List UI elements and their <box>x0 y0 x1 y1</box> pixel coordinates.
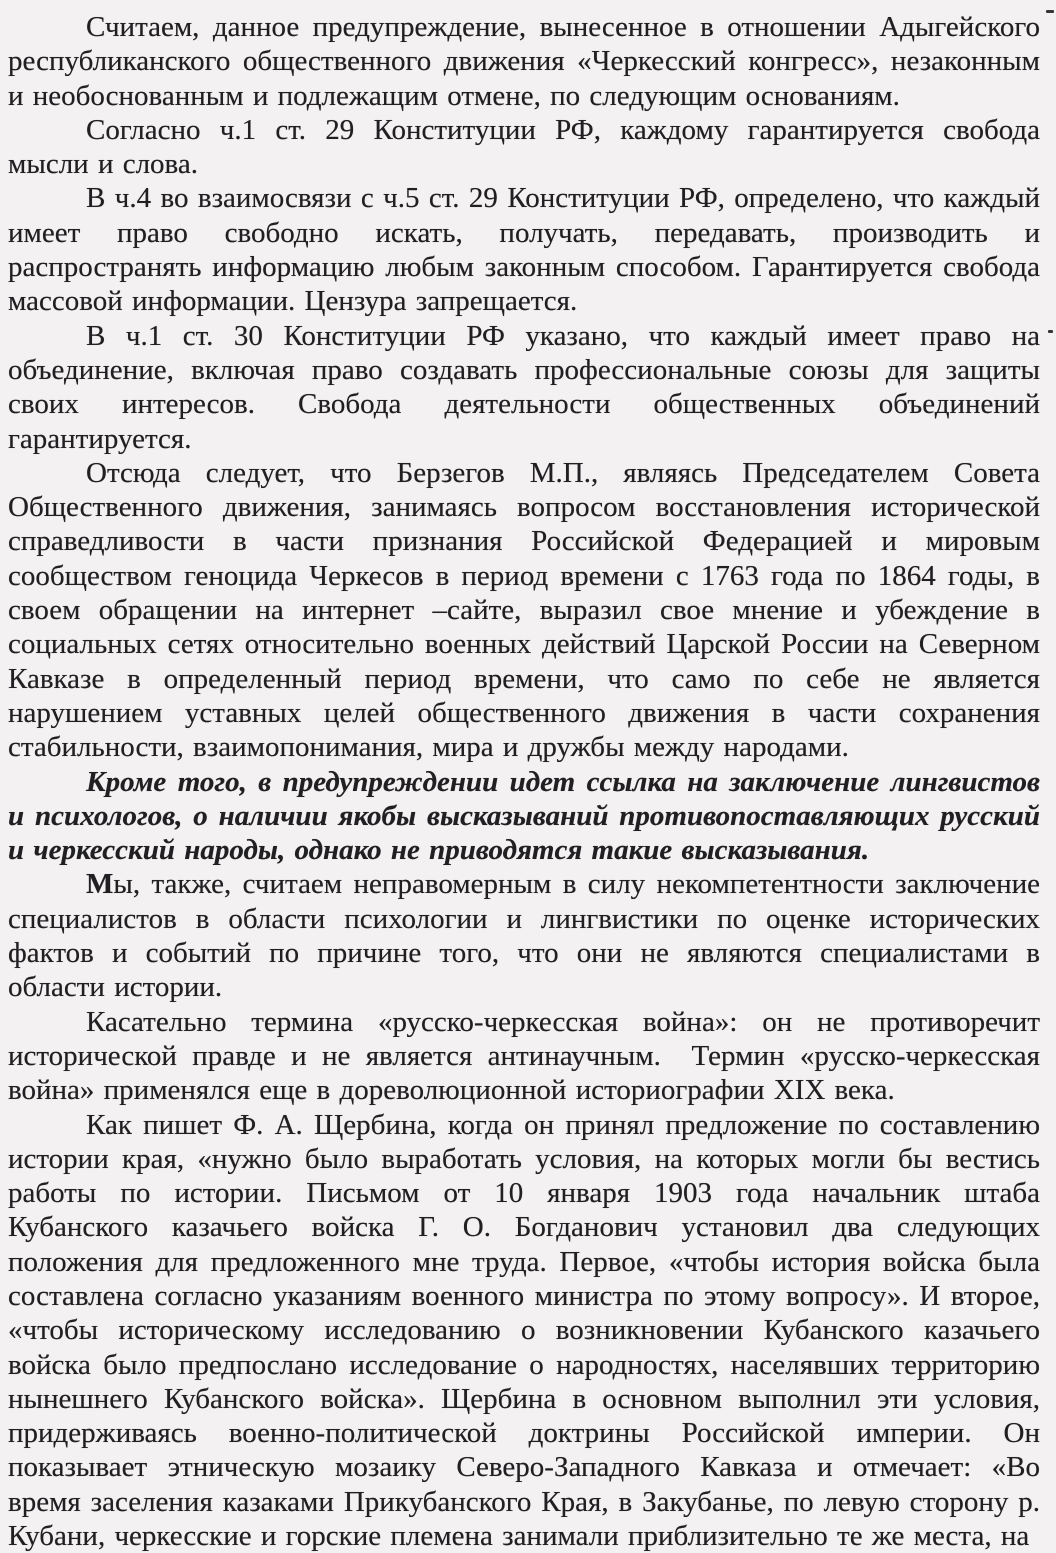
paragraph-berzegov-opinion: Отсюда следует, что Берзегов М.П., являясь Председателем Совета Общественного движения, занимаясь вопросом восстановления исторической справедливости в части признания Российской Федерацией и мировым сообществом геноцида Черкесов в период времени с 1763 года по 1864 годы, в своем обращении на интернет –сайте, выразил свое мнение и убеждение в социальных сетях относительно военных действий Царской России на Северном Кавказе в определенный период времени, что само по себе не является нарушением уставных целей общественного движения в части сохранения стабильности, взаимопонимания, мира и дружбы между народами. <box>8 456 1040 765</box>
paragraph-term-russo-circassian-war: Касательно термина «русско-черкесская война»: он не противоречит исторической правде и не является антинаучным. Термин «русско-черкесская война» применялся еще в дореволюционной историографии XIX века. <box>8 1005 1040 1108</box>
paragraph-lead-letter: М <box>86 868 113 900</box>
paragraph-shcherbina-quote: Как пишет Ф. А. Щербина, когда он принял предложение по составлению истории края, «нужно было выработать условия, на которых могли бы вестись работы по истории. Письмом от 10 января 1903 года начальник штаба Кубанского казачьего войска Г. О. Богданович установил два следующих положения для предложенного мне труда. Первое, «чтобы история войска была составлена согласно указаниям военного министра по этому вопросу». И второе, «чтобы историческому исследованию о возникновении Кубанского казачьего войска было предпослано исследование о народностях, населявших территорию нынешнего Кубанского войска». Щербина в основном выполнил эти условия, придерживаясь военно-политической доктрины Российской империи. Он показывает этническую мозаику Северо-Западного Кавказа и отмечает: «Во время заселения казаками Прикубанского Края, в Закубанье, по левую сторону р. Кубани, черкесские и горские племена занимали приблизительно те же места, на <box>8 1108 1040 1553</box>
scan-artifact-speck <box>1048 330 1053 333</box>
scan-artifact-speck <box>1046 10 1054 13</box>
paragraph-const-art29-p1: Согласно ч.1 ст. 29 Конституции РФ, каждому гарантируется свобода мысли и слова. <box>8 113 1040 182</box>
paragraph-linguists-conclusion: Кроме того, в предупреждении идет ссылка на заключение лингвистов и психологов, о наличии якобы высказываний противопоставляющих русский и черкесский народы, однако не приводятся такие высказывания. <box>8 765 1040 868</box>
paragraph-incompetence-claim <box>8 867 1040 1004</box>
paragraph-const-art29-p4-p5: В ч.4 во взаимосвязи с ч.5 ст. 29 Конституции РФ, определено, что каждый имеет право свободно искать, получать, передавать, производить и распространять информацию любым законным способом. Гарантируется свобода массовой информации. Цензура запрещается. <box>8 181 1040 318</box>
paragraph-const-art30: В ч.1 ст. 30 Конституции РФ указано, что каждый имеет право на объединение, включая право создавать профессиональные союзы для защиты своих интересов. Свобода деятельности общественных объединений гарантируется. <box>8 319 1040 456</box>
paragraph-warning-unlawful: Считаем, данное предупреждение, вынесенное в отношении Адыгейского республиканского общественного движения «Черкесский конгресс», незаконным и необоснованным и подлежащим отмене, по следующим основаниям. <box>8 10 1040 113</box>
paragraph-incompetence-claim-text: ы, также, считаем неправомерным в силу некомпетентности заключение специалистов в области психологии и лингвистики по оценке исторических фактов и событий по причине того, что они не являются специалистами в области истории. <box>8 868 1040 1003</box>
